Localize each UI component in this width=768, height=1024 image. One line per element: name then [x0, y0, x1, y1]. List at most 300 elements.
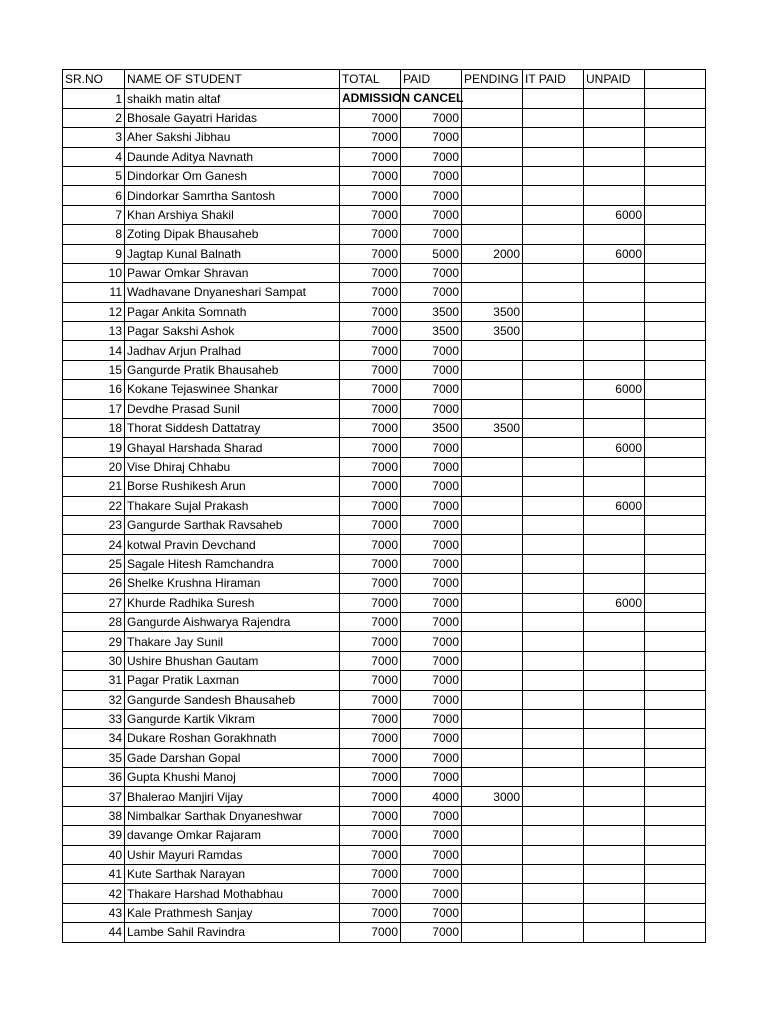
cell-sr-no: 28 [63, 612, 125, 631]
cell-pending [462, 341, 523, 360]
cell-unpaid [584, 535, 645, 554]
table-row [63, 865, 706, 884]
cell-student-name: Kokane Tejaswinee Shankar [125, 380, 340, 399]
cell-sr-no: 24 [63, 535, 125, 554]
cell-total: 7000 [340, 651, 401, 670]
cell-it-paid [523, 709, 584, 728]
cell-unpaid [584, 787, 645, 806]
cell-paid: 7000 [401, 865, 462, 884]
cell-sr-no: 16 [63, 380, 125, 399]
cell-it-paid [523, 128, 584, 147]
cell-student-name: kotwal Pravin Devchand [125, 535, 340, 554]
cell-student-name: Gangurde Kartik Vikram [125, 709, 340, 728]
cell-total: 7000 [340, 826, 401, 845]
cell-total: 7000 [340, 438, 401, 457]
cell-pending: 2000 [462, 244, 523, 263]
table-row [63, 729, 706, 748]
cell-sr-no: 9 [63, 244, 125, 263]
cell-paid: 7000 [401, 554, 462, 573]
cell-it-paid [523, 554, 584, 573]
cell-unpaid [584, 612, 645, 631]
cell-total: 7000 [340, 884, 401, 903]
table-row [63, 671, 706, 690]
table-row [63, 884, 706, 903]
cell-pending [462, 806, 523, 825]
cell-empty [645, 709, 706, 728]
cell-pending [462, 554, 523, 573]
cell-unpaid [584, 826, 645, 845]
cell-it-paid [523, 903, 584, 922]
cell-paid: 7000 [401, 263, 462, 282]
admission-cancel-note: ADMISSION CANCEL [342, 91, 464, 106]
cell-sr-no: 12 [63, 302, 125, 321]
cell-pending [462, 477, 523, 496]
cell-empty [645, 768, 706, 787]
cell-paid: 7000 [401, 205, 462, 224]
cell-empty [645, 399, 706, 418]
cell-student-name: Shelke Krushna Hiraman [125, 574, 340, 593]
cell-paid: 7000 [401, 845, 462, 864]
cell-pending [462, 496, 523, 515]
cell-unpaid [584, 419, 645, 438]
cell-pending: 3500 [462, 419, 523, 438]
cell-it-paid [523, 748, 584, 767]
cell-total: 7000 [340, 166, 401, 185]
table-row [63, 186, 706, 205]
cell-total: 7000 [340, 748, 401, 767]
cell-it-paid [523, 845, 584, 864]
cell-total: 7000 [340, 593, 401, 612]
cell-unpaid [584, 768, 645, 787]
table-row [63, 903, 706, 922]
cell-sr-no: 4 [63, 147, 125, 166]
cell-unpaid [584, 923, 645, 942]
cell-student-name: Gupta Khushi Manoj [125, 768, 340, 787]
cell-unpaid [584, 806, 645, 825]
header-pending: PENDING [462, 70, 523, 89]
header-sr-no: SR.NO [63, 70, 125, 89]
cell-unpaid: 6000 [584, 438, 645, 457]
table-row [63, 205, 706, 224]
cell-paid: 7000 [401, 748, 462, 767]
cell-it-paid [523, 283, 584, 302]
table-row [63, 806, 706, 825]
table-row [63, 380, 706, 399]
cell-pending [462, 903, 523, 922]
table-row [63, 923, 706, 942]
cell-paid: 7000 [401, 166, 462, 185]
cell-unpaid [584, 651, 645, 670]
cell-pending [462, 593, 523, 612]
cell-paid: 7000 [401, 574, 462, 593]
cell-sr-no: 36 [63, 768, 125, 787]
cell-total: 7000 [340, 205, 401, 224]
cell-unpaid [584, 729, 645, 748]
table-row [63, 845, 706, 864]
cell-it-paid [523, 787, 584, 806]
cell-unpaid [584, 108, 645, 127]
cell-total: 7000 [340, 128, 401, 147]
cell-it-paid [523, 186, 584, 205]
cell-sr-no: 15 [63, 360, 125, 379]
cell-empty [645, 128, 706, 147]
cell-sr-no: 17 [63, 399, 125, 418]
table-row [63, 593, 706, 612]
cell-sr-no: 20 [63, 457, 125, 476]
cell-pending [462, 632, 523, 651]
cell-sr-no: 31 [63, 671, 125, 690]
table-row [63, 535, 706, 554]
cell-total: 7000 [340, 341, 401, 360]
cell-total: 7000 [340, 574, 401, 593]
header-it-paid: IT PAID [523, 70, 584, 89]
cell-empty [645, 535, 706, 554]
cell-it-paid [523, 671, 584, 690]
cell-it-paid [523, 89, 584, 108]
cell-pending [462, 748, 523, 767]
student-fees-table [62, 69, 706, 943]
cell-empty [645, 554, 706, 573]
table-row [63, 574, 706, 593]
cell-student-name: Bhalerao Manjiri Vijay [125, 787, 340, 806]
cell-total: 7000 [340, 845, 401, 864]
cell-empty [645, 671, 706, 690]
table-row [63, 419, 706, 438]
cell-paid: 7000 [401, 709, 462, 728]
cell-student-name: Dindorkar Samrtha Santosh [125, 186, 340, 205]
cell-pending [462, 108, 523, 127]
cell-paid: 7000 [401, 438, 462, 457]
cell-total: 7000 [340, 108, 401, 127]
cell-pending [462, 884, 523, 903]
table-row [63, 515, 706, 534]
cell-empty [645, 806, 706, 825]
cell-unpaid: 6000 [584, 593, 645, 612]
cell-empty [645, 322, 706, 341]
cell-pending [462, 380, 523, 399]
cell-sr-no: 5 [63, 166, 125, 185]
cell-student-name: Ghayal Harshada Sharad [125, 438, 340, 457]
cell-paid: 4000 [401, 787, 462, 806]
cell-it-paid [523, 651, 584, 670]
cell-paid: 7000 [401, 729, 462, 748]
cell-unpaid: 6000 [584, 380, 645, 399]
cell-pending [462, 690, 523, 709]
cell-empty [645, 302, 706, 321]
cell-it-paid [523, 690, 584, 709]
cell-it-paid [523, 574, 584, 593]
cell-paid: 7000 [401, 341, 462, 360]
cell-unpaid [584, 186, 645, 205]
cell-pending [462, 826, 523, 845]
cell-unpaid [584, 341, 645, 360]
cell-sr-no: 37 [63, 787, 125, 806]
cell-total: 7000 [340, 865, 401, 884]
cell-unpaid [584, 302, 645, 321]
cell-total: 7000 [340, 380, 401, 399]
cell-total: 7000 [340, 903, 401, 922]
table-row [63, 477, 706, 496]
header-paid: PAID [401, 70, 462, 89]
cell-paid: 7000 [401, 128, 462, 147]
cell-empty [645, 903, 706, 922]
cell-empty [645, 263, 706, 282]
cell-paid: 7000 [401, 806, 462, 825]
cell-paid: 7000 [401, 632, 462, 651]
table-row [63, 147, 706, 166]
cell-empty [645, 515, 706, 534]
cell-pending [462, 651, 523, 670]
cell-total: 7000 [340, 225, 401, 244]
cell-pending [462, 865, 523, 884]
cell-paid: 7000 [401, 147, 462, 166]
cell-sr-no: 23 [63, 515, 125, 534]
cell-empty [645, 865, 706, 884]
cell-empty [645, 438, 706, 457]
table-row [63, 768, 706, 787]
cell-it-paid [523, 205, 584, 224]
cell-sr-no: 34 [63, 729, 125, 748]
cell-sr-no: 44 [63, 923, 125, 942]
cell-it-paid [523, 419, 584, 438]
cell-student-name: Sagale Hitesh Ramchandra [125, 554, 340, 573]
cell-total: 7000 [340, 399, 401, 418]
cell-it-paid [523, 632, 584, 651]
cell-sr-no: 26 [63, 574, 125, 593]
cell-pending [462, 845, 523, 864]
cell-empty [645, 360, 706, 379]
cell-it-paid [523, 923, 584, 942]
table-row [63, 457, 706, 476]
cell-empty [645, 496, 706, 515]
table-row [63, 496, 706, 515]
cell-total: 7000 [340, 283, 401, 302]
cell-pending [462, 574, 523, 593]
cell-unpaid [584, 89, 645, 108]
cell-unpaid [584, 360, 645, 379]
cell-pending [462, 225, 523, 244]
cell-unpaid [584, 574, 645, 593]
cell-empty [645, 632, 706, 651]
cell-sr-no: 32 [63, 690, 125, 709]
table-row [63, 263, 706, 282]
cell-student-name: Pagar Pratik Laxman [125, 671, 340, 690]
cell-student-name: Jadhav Arjun Pralhad [125, 341, 340, 360]
cell-it-paid [523, 341, 584, 360]
cell-paid: 7000 [401, 826, 462, 845]
table-row [63, 108, 706, 127]
cell-student-name: Khan Arshiya Shakil [125, 205, 340, 224]
cell-it-paid [523, 263, 584, 282]
cell-sr-no: 38 [63, 806, 125, 825]
cell-student-name: Jagtap Kunal Balnath [125, 244, 340, 263]
cell-it-paid [523, 477, 584, 496]
cell-it-paid [523, 380, 584, 399]
cell-pending: 3000 [462, 787, 523, 806]
cell-pending [462, 205, 523, 224]
cell-empty [645, 690, 706, 709]
header-total: TOTAL [340, 70, 401, 89]
table-row [63, 244, 706, 263]
cell-paid: 3500 [401, 419, 462, 438]
cell-sr-no: 18 [63, 419, 125, 438]
cell-sr-no: 21 [63, 477, 125, 496]
cell-total: 7000 [340, 729, 401, 748]
cell-student-name: Aher Sakshi Jibhau [125, 128, 340, 147]
cell-empty [645, 729, 706, 748]
cell-student-name: Kute Sarthak Narayan [125, 865, 340, 884]
cell-paid: 7000 [401, 690, 462, 709]
cell-student-name: Wadhavane Dnyaneshari Sampat [125, 283, 340, 302]
table-row [63, 399, 706, 418]
table-row [63, 225, 706, 244]
cell-student-name: Pawar Omkar Shravan [125, 263, 340, 282]
table-row [63, 554, 706, 573]
cell-sr-no: 14 [63, 341, 125, 360]
cell-it-paid [523, 884, 584, 903]
cell-unpaid [584, 147, 645, 166]
cell-it-paid [523, 729, 584, 748]
cell-total: 7000 [340, 186, 401, 205]
header-empty [645, 70, 706, 89]
cell-total: 7000 [340, 768, 401, 787]
cell-paid: 7000 [401, 903, 462, 922]
cell-empty [645, 186, 706, 205]
cell-paid: 7000 [401, 457, 462, 476]
table-row [63, 302, 706, 321]
cell-pending [462, 283, 523, 302]
cell-empty [645, 612, 706, 631]
cell-empty [645, 380, 706, 399]
cell-empty [645, 845, 706, 864]
cell-unpaid [584, 554, 645, 573]
cell-paid: 7000 [401, 671, 462, 690]
cell-it-paid [523, 826, 584, 845]
cell-student-name: Gade Darshan Gopal [125, 748, 340, 767]
cell-sr-no: 22 [63, 496, 125, 515]
cell-pending [462, 671, 523, 690]
cell-paid: 7000 [401, 186, 462, 205]
cell-unpaid [584, 225, 645, 244]
cell-student-name: Khurde Radhika Suresh [125, 593, 340, 612]
table-row [63, 166, 706, 185]
cell-sr-no: 35 [63, 748, 125, 767]
cell-student-name: Gangurde Aishwarya Rajendra [125, 612, 340, 631]
cell-it-paid [523, 302, 584, 321]
cell-empty [645, 244, 706, 263]
cell-sr-no: 27 [63, 593, 125, 612]
cell-student-name: Pagar Sakshi Ashok [125, 322, 340, 341]
cell-paid: 7000 [401, 768, 462, 787]
cell-unpaid: 6000 [584, 205, 645, 224]
cell-it-paid [523, 457, 584, 476]
cell-student-name: Ushir Mayuri Ramdas [125, 845, 340, 864]
cell-total: 7000 [340, 457, 401, 476]
cell-empty [645, 108, 706, 127]
cell-paid: 7000 [401, 496, 462, 515]
cell-empty [645, 826, 706, 845]
cell-student-name: Gangurde Sandesh Bhausaheb [125, 690, 340, 709]
cell-student-name: Devdhe Prasad Sunil [125, 399, 340, 418]
cell-pending [462, 186, 523, 205]
cell-unpaid [584, 477, 645, 496]
cell-student-name: Ushire Bhushan Gautam [125, 651, 340, 670]
cell-total: 7000 [340, 671, 401, 690]
cell-student-name: Pagar Ankita Somnath [125, 302, 340, 321]
cell-it-paid [523, 225, 584, 244]
cell-paid: 7000 [401, 399, 462, 418]
cell-sr-no: 40 [63, 845, 125, 864]
cell-it-paid [523, 515, 584, 534]
cell-unpaid: 6000 [584, 244, 645, 263]
cell-student-name: Dukare Roshan Gorakhnath [125, 729, 340, 748]
cell-pending [462, 923, 523, 942]
cell-total: 7000 [340, 515, 401, 534]
cell-empty [645, 884, 706, 903]
cell-it-paid [523, 535, 584, 554]
cell-unpaid [584, 709, 645, 728]
cell-empty [645, 923, 706, 942]
cell-empty [645, 477, 706, 496]
cell-paid: 3500 [401, 322, 462, 341]
cell-unpaid [584, 166, 645, 185]
cell-sr-no: 25 [63, 554, 125, 573]
cell-total: 7000 [340, 419, 401, 438]
cell-paid: 7000 [401, 612, 462, 631]
cell-total: 7000 [340, 147, 401, 166]
cell-student-name: Kale Prathmesh Sanjay [125, 903, 340, 922]
cell-empty [645, 225, 706, 244]
cell-it-paid [523, 166, 584, 185]
cell-total: 7000 [340, 632, 401, 651]
cell-total: 7000 [340, 554, 401, 573]
cell-pending [462, 147, 523, 166]
cell-pending [462, 709, 523, 728]
cell-sr-no: 43 [63, 903, 125, 922]
cell-empty [645, 147, 706, 166]
cell-it-paid [523, 612, 584, 631]
cell-student-name: Thakare Harshad Mothabhau [125, 884, 340, 903]
cell-student-name: Lambe Sahil Ravindra [125, 923, 340, 942]
cell-it-paid [523, 360, 584, 379]
cell-it-paid [523, 147, 584, 166]
cell-sr-no: 33 [63, 709, 125, 728]
table-row [63, 748, 706, 767]
cell-pending [462, 438, 523, 457]
cell-it-paid [523, 438, 584, 457]
cell-empty [645, 341, 706, 360]
cell-it-paid [523, 806, 584, 825]
cell-unpaid [584, 632, 645, 651]
cell-unpaid [584, 865, 645, 884]
table-row [63, 360, 706, 379]
cell-total: 7000 [340, 690, 401, 709]
cell-paid: 7000 [401, 360, 462, 379]
cell-student-name: Dindorkar Om Ganesh [125, 166, 340, 185]
cell-sr-no: 29 [63, 632, 125, 651]
cell-total: 7000 [340, 923, 401, 942]
cell-paid: 7000 [401, 923, 462, 942]
table-row [63, 690, 706, 709]
cell-sr-no: 19 [63, 438, 125, 457]
cell-pending [462, 729, 523, 748]
cell-empty [645, 651, 706, 670]
cell-it-paid [523, 399, 584, 418]
cell-pending [462, 768, 523, 787]
cell-sr-no: 3 [63, 128, 125, 147]
cell-total: 7000 [340, 612, 401, 631]
cell-pending [462, 515, 523, 534]
